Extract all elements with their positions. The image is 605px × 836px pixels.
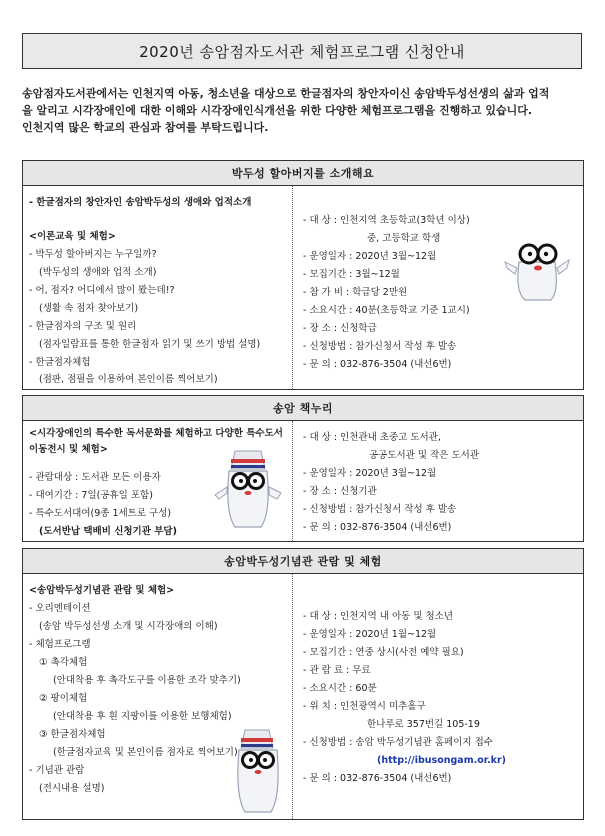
program-item: - 박두성 할아버지는 누구일까?	[29, 249, 157, 260]
program-item-detail: (점판, 점필을 이용하여 본인이름 찍어보기)	[39, 374, 218, 385]
program-item: - 기념관 관람	[29, 765, 85, 776]
info-apply: - 신청방법 : 참가신청서 작성 후 발송	[303, 341, 457, 352]
info-recruit: - 모집기간 : 3월~12월	[303, 269, 400, 280]
section-header-memorial: 송암박두성기념관 관람 및 체험	[22, 548, 584, 574]
info-place: - 장 소 : 신청학급	[303, 323, 377, 334]
program-item: - 한글점자의 구조 및 원리	[29, 321, 137, 332]
program-item: - 관람대상 : 도서관 모든 이용자	[29, 472, 161, 483]
program-sub-item: ① 촉각체험	[39, 657, 88, 668]
program-subtitle: <송암박두성기념관 관람 및 체험>	[29, 585, 175, 596]
info-fee: - 참 가 비 : 학급당 2만원	[303, 287, 408, 298]
info-target-cont: 공공도서관 및 작은 도서관	[369, 450, 480, 461]
section-body-memorial	[22, 574, 584, 820]
info-contact: - 문 의 : 032-876-3504 (내선6번)	[303, 359, 452, 370]
section-left-column	[23, 574, 293, 819]
info-date: - 운영일자 : 2020년 1월~12월	[303, 629, 437, 640]
program-item: - 어, 점자? 어디에서 많이 봤는데!?	[29, 285, 175, 296]
program-subtitle: <이론교육 및 체험>	[29, 231, 116, 242]
info-duration: - 소요시간 : 40분(초등학교 기준 1교시)	[303, 305, 470, 316]
mascot-icon	[225, 724, 291, 816]
mascot-icon	[501, 232, 573, 304]
info-target-cont: 중, 고등학교 학생	[367, 233, 441, 244]
info-apply: - 신청방법 : 송암 박두성기념관 홈페이지 접수	[303, 737, 493, 748]
program-item-detail: (전시내용 설명)	[39, 783, 105, 794]
intro-line: 송암점자도서관에서는 인천지역 아동, 청소년을 대상으로 한글점자의 창안자이신 송암박두성선생의 삶과 업적	[22, 87, 550, 100]
info-location: - 위 치 : 인천광역시 미추홀구	[303, 701, 426, 712]
program-sub-item: ③ 한글점자체험	[39, 729, 106, 740]
info-contact: - 문 의 : 032-876-3504 (내선6번)	[303, 773, 452, 784]
program-item: - 대여기간 : 7일(공휴일 포함)	[29, 490, 153, 501]
info-contact: - 문 의 : 032-876-3504 (내선6번)	[303, 522, 452, 533]
info-date: - 운영일자 : 2020년 3월~12월	[303, 251, 437, 262]
program-item-detail: (안대착용 후 촉각도구를 이용한 조각 맞추기)	[53, 675, 241, 686]
program-item-detail: (박두성의 생애와 업적 소개)	[39, 267, 157, 278]
section-right-column	[293, 186, 583, 389]
info-date: - 운영일자 : 2020년 3월~12월	[303, 468, 437, 479]
homepage-link[interactable]: (http://ibusongam.or.kr)	[377, 755, 507, 766]
info-target: - 대 상 : 인천지역 초등학교(3학년 이상)	[303, 215, 470, 226]
program-item: - 오리엔테이션	[29, 603, 91, 614]
info-target: - 대 상 : 인천관내 초중고 도서관,	[303, 432, 441, 443]
info-target: - 대 상 : 인천지역 내 아동 및 청소년	[303, 611, 454, 622]
info-recruit: - 모집기간 : 연중 상시(사전 예약 필요)	[303, 647, 464, 658]
section-right-column	[293, 421, 583, 541]
program-item-detail: (생활 속 점자 찾아보기)	[39, 303, 139, 314]
program-item-detail: (한글점자교육 및 본인이름 점자로 찍어보기)	[53, 747, 238, 758]
program-summary: - 한글점자의 창안자인 송암박두성의 생애와 업적소개	[29, 197, 252, 208]
info-location-cont: 한나루로 357번길 105-19	[367, 719, 480, 730]
program-item: - 한글점자체험	[29, 357, 91, 368]
program-item: - 체험프로그램	[29, 639, 91, 650]
intro-text	[22, 85, 584, 136]
info-fee: - 관 람 료 : 무료	[303, 665, 371, 676]
program-item-detail: (안대착용 후 흰 지팡이를 이용한 보행체험)	[53, 711, 232, 722]
section-header-booknuri: 송암 책누리	[22, 395, 584, 421]
section-left-column	[23, 421, 293, 541]
mascot-icon	[213, 443, 283, 533]
info-duration: - 소요시간 : 60분	[303, 683, 377, 694]
section-left-column	[23, 186, 293, 389]
section-right-column	[293, 574, 583, 819]
info-place: - 장 소 : 신청기관	[303, 486, 377, 497]
program-subtitle-cont: 이동전시 및 체험>	[29, 444, 108, 455]
program-subtitle: <시각장애인의 특수한 독서문화를 체험하고 다양한 특수도서	[29, 428, 283, 439]
program-sub-item: ② 팡이체험	[39, 693, 88, 704]
program-item-detail: (송암 박두성선생 소개 및 시각장애의 이해)	[39, 621, 218, 632]
program-item: - 특수도서대여(9종 1세트로 구성)	[29, 508, 172, 519]
info-apply: - 신청방법 : 참가신청서 작성 후 발송	[303, 504, 457, 515]
page-title: 2020년 송암점자도서관 체험프로그램 신청안내	[22, 33, 582, 69]
section-header-introduce: 박두성 할아버지를 소개해요	[22, 160, 584, 186]
program-item-detail: (점자일람표를 통한 한글점자 읽기 및 쓰기 방법 설명)	[39, 339, 261, 350]
section-body-introduce	[22, 186, 584, 390]
intro-line: 을 알리고 시각장애인에 대한 이해와 시각장애인식개선을 위한 다양한 체험프로그램을 진행하고 있습니다.	[22, 104, 533, 117]
program-item-detail: (도서반납 택배비 신청기관 부담)	[39, 526, 177, 537]
intro-line: 인천지역 많은 학교의 관심과 참여를 부탁드립니다.	[22, 121, 269, 134]
section-body-booknuri	[22, 421, 584, 542]
